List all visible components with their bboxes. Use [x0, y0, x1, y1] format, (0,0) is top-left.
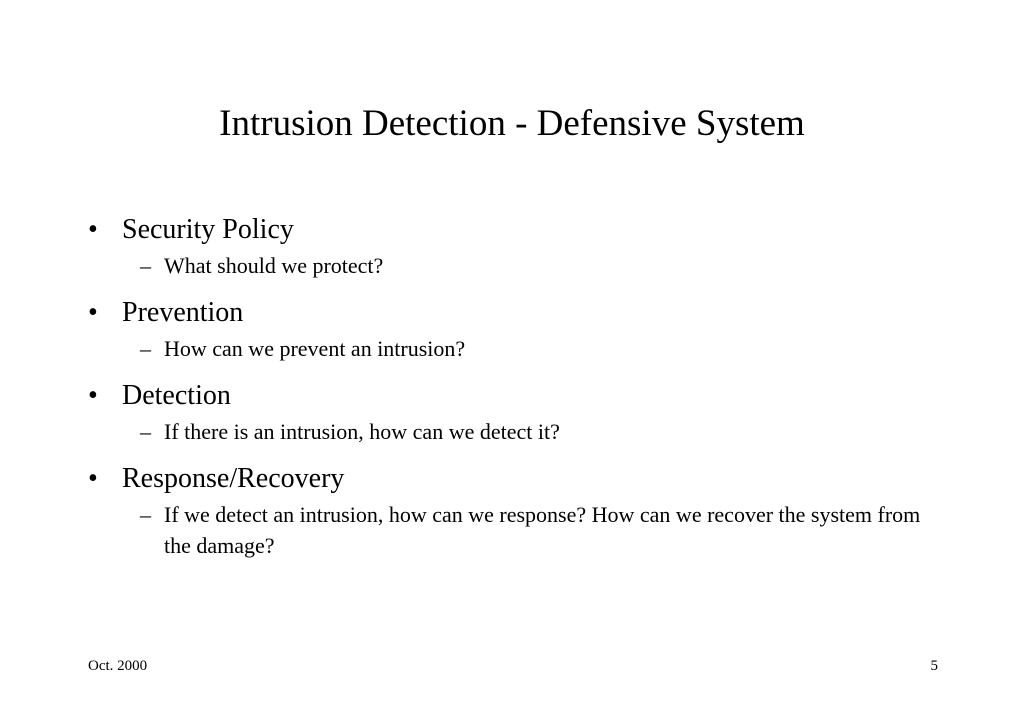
sub-item-prevention — [88, 333, 948, 364]
footer-page-number: 5 — [930, 658, 938, 674]
sub-item-text: If there is an intrusion, how can we detect it? — [164, 419, 560, 444]
sub-item-detection — [88, 416, 948, 447]
bullet-list — [88, 210, 948, 573]
bullet-label: Security Policy — [122, 214, 294, 245]
slide-title: Intrusion Detection - Defensive System — [219, 103, 805, 144]
bullet-marker: • — [88, 463, 98, 494]
bullet-label: Prevention — [122, 297, 244, 328]
bullet-item-response-recovery — [88, 459, 948, 499]
bullet-label: Response/Recovery — [122, 463, 345, 494]
bullet-item-prevention — [88, 293, 948, 333]
bullet-marker: • — [88, 380, 98, 411]
sub-item-text: What should we protect? — [164, 253, 384, 278]
sub-item-text: How can we prevent an intrusion? — [164, 336, 466, 361]
dash-marker: – — [140, 502, 151, 527]
bullet-label: Detection — [122, 380, 231, 411]
footer-date: Oct. 2000 — [88, 658, 148, 674]
bullet-marker: • — [88, 297, 98, 328]
sub-item-text: If we detect an intrusion, how can we response? How can we recover the system from the damage? — [164, 502, 921, 558]
dash-marker: – — [140, 419, 151, 444]
bullet-item-detection — [88, 376, 948, 416]
bullet-marker: • — [88, 214, 98, 245]
dash-marker: – — [140, 336, 151, 361]
sub-item-security-policy — [88, 250, 948, 281]
dash-marker: – — [140, 253, 151, 278]
bullet-item-security-policy — [88, 210, 948, 250]
sub-item-response-recovery — [88, 499, 948, 561]
